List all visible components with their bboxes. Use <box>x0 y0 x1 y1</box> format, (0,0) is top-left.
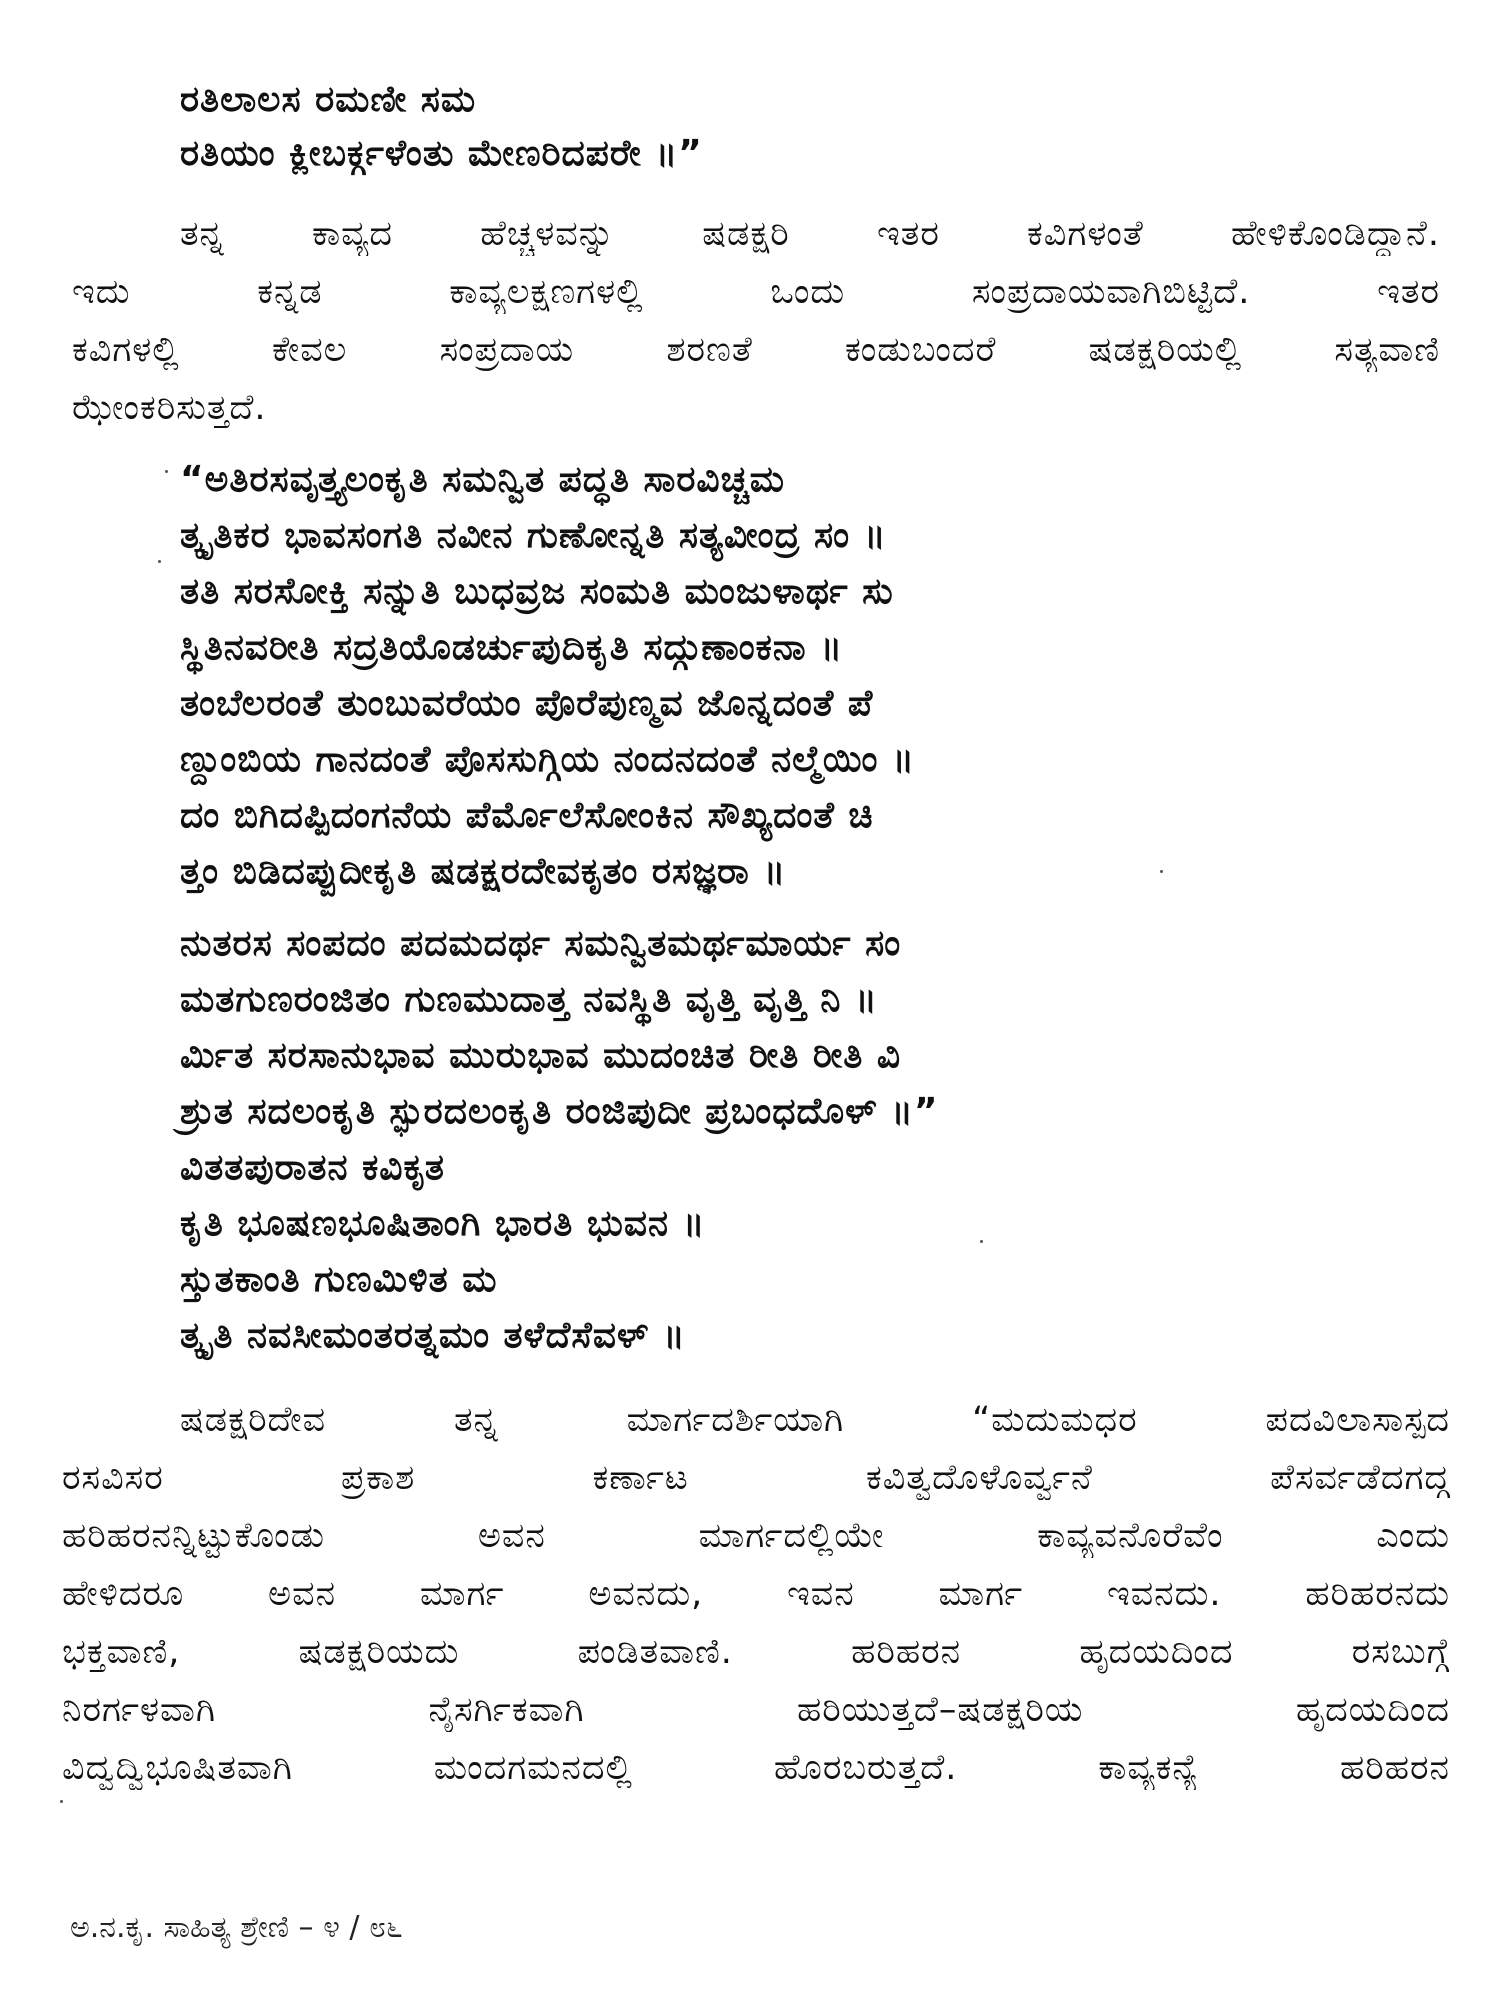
para1-line-1: ತನ್ನ ಕಾವ್ಯದ ಹೆಚ್ಚಳವನ್ನು ಷಡಕ್ಷರಿ ಇತರ ಕವಿಗಳಂತೆ ಹೇಳಿಕೊಂಡಿದ್ದಾನೆ. <box>180 214 1440 254</box>
para2-line-7: ವಿದ್ವದ್ವಿಭೂಷಿತವಾಗಿ ಮಂದಗಮನದಲ್ಲಿ ಹೊರಬರುತ್ತದೆ. ಕಾವ್ಯಕನ್ಯೆ ಹರಿಹರನ <box>62 1748 1450 1788</box>
para1-line-2: ಇದು ಕನ್ನಡ ಕಾವ್ಯಲಕ್ಷಣಗಳಲ್ಲಿ ಒಂದು ಸಂಪ್ರದಾಯವಾಗಿಬಿಟ್ಟಿದೆ. ಇತರ <box>72 272 1440 312</box>
para2-line-3: ಹರಿಹರನನ್ನಿಟ್ಟುಕೊಂಡು ಅವನ ಮಾರ್ಗದಲ್ಲಿಯೇ ಕಾವ್ಯವನೊರೆವೆಂ ಎಂದು <box>62 1516 1450 1556</box>
verse2-line-3: ರ್ಮಿತ ಸರಸಾನುಭಾವ ಮುರುಭಾವ ಮುದಂಚಿತ ರೀತಿ ರೀತಿ ವಿ <box>180 1035 902 1076</box>
scan-speck <box>980 1240 983 1243</box>
verse2-line-2: ಮತಗುಣರಂಜಿತಂ ಗುಣಮುದಾತ್ತ ನವಸ್ಥಿತಿ ವೃತ್ತಿ ವೃತ್ತಿ ನಿ ॥ <box>180 979 878 1020</box>
page-footer: ಅ.ನ.ಕೃ. ಸಾಹಿತ್ಯ ಶ್ರೇಣಿ – ೪ / ೮೬ <box>70 1910 403 1945</box>
scan-speck <box>1160 870 1163 873</box>
verse1-line-1: “ಅತಿರಸವೃತ್ತ್ಯಲಂಕೃತಿ ಸಮನ್ವಿತ ಪದ್ಧತಿ ಸಾರವಿಚ್ಚಮ <box>180 459 786 500</box>
para2-line-6: ನಿರರ್ಗಳವಾಗಿ ನೈಸರ್ಗಿಕವಾಗಿ ಹರಿಯುತ್ತದೆ–ಷಡಕ್ಷರಿಯ ಹೃದಯದಿಂದ <box>62 1690 1450 1730</box>
para1-line-3: ಕವಿಗಳಲ್ಲಿ ಕೇವಲ ಸಂಪ್ರದಾಯ ಶರಣತೆ ಕಂಡುಬಂದರೆ ಷಡಕ್ಷರಿಯಲ್ಲಿ ಸತ್ಯವಾಣಿ <box>72 330 1440 370</box>
verse1-line-8: ತ್ತಂ ಬಿಡಿದಪ್ಪುದೀಕೃತಿ ಷಡಕ್ಷರದೇವಕೃತಂ ರಸಜ್ಞರಾ ॥ <box>180 851 787 892</box>
verse2-line-6: ಕೃತಿ ಭೂಷಣಭೂಷಿತಾಂಗಿ ಭಾರತಿ ಭುವನ ॥ <box>180 1203 706 1244</box>
verse2-line-1: ನುತರಸ ಸಂಪದಂ ಪದಮದರ್ಥ ಸಮನ್ವಿತಮರ್ಥಮಾರ್ಯ ಸಂ <box>180 923 902 964</box>
verse2-line-8: ತ್ಕೃತಿ ನವಸೀಮಂತರತ್ನಮಂ ತಳೆದೆಸೆವಳ್ ॥ <box>180 1315 686 1356</box>
para2-line-4: ಹೇಳಿದರೂ ಅವನ ಮಾರ್ಗ ಅವನದು, ಇವನ ಮಾರ್ಗ ಇವನದು. ಹರಿಹರನದು <box>62 1574 1450 1614</box>
verse2-line-7: ಸ್ತುತಕಾಂತಿ ಗುಣಮಿಳಿತ ಮ <box>180 1259 498 1300</box>
para2-line-2: ರಸವಿಸರ ಪ್ರಕಾಶ ಕರ್ಣಾಟ ಕವಿತ್ವದೊಳೊರ್ವ್ವನೆ ಪೆಸರ್ವಡೆದಗದ್ಗ <box>62 1458 1450 1498</box>
verse2-line-4: ಶ್ರುತ ಸದಲಂಕೃತಿ ಸ್ಫುರದಲಂಕೃತಿ ರಂಜಿಪುದೀ ಪ್ರಬಂಧದೊಳ್ ॥” <box>180 1091 939 1132</box>
para2-line-1: ಷಡಕ್ಷರಿದೇವ ತನ್ನ ಮಾರ್ಗದರ್ಶಿಯಾಗಿ “ಮದುಮಧರ ಪದವಿಲಾಸಾಸ್ಪದ <box>180 1400 1450 1440</box>
verse1-line-4: ಸ್ಥಿತಿನವರೀತಿ ಸದ್ರತಿಯೊಡರ್ಚುಪುದಿಕೃತಿ ಸದ್ಗುಣಾಂಕನಾ ॥ <box>180 627 844 668</box>
verse1-line-7: ದಂ ಬಿಗಿದಪ್ಪಿದಂಗನೆಯ ಪೆರ್ಮೊಲೆಸೋಂಕಿನ ಸೌಖ್ಯದಂತೆ ಚಿ <box>180 795 874 836</box>
para2-line-5: ಭಕ್ತವಾಣಿ, ಷಡಕ್ಷರಿಯದು ಪಂಡಿತವಾಣಿ. ಹರಿಹರನ ಹೃದಯದಿಂದ ರಸಬುಗ್ಗೆ <box>62 1632 1450 1672</box>
verse1-line-5: ತಂಬೆಲರಂತೆ ತುಂಬುವರೆಯಂ ಪೊರೆಪುಣ್ಮವ ಜೊನ್ನದಂತೆ ಪೆ <box>180 683 874 724</box>
para1-line-4: ಝೇಂಕರಿಸುತ್ತದೆ. <box>72 388 267 428</box>
verse1-line-6: ಣ್ದುಂಬಿಯ ಗಾನದಂತೆ ಪೊಸಸುಗ್ಗಿಯ ನಂದನದಂತೆ ನಲ್ಮೆಯಿಂ ॥ <box>180 739 915 780</box>
scan-speck <box>158 560 161 563</box>
scan-speck <box>165 470 168 473</box>
verse2-line-5: ವಿತತಪುರಾತನ ಕವಿಕೃತ <box>180 1147 445 1188</box>
verse-top-line-2: ರತಿಯಂ ಕ್ಲೀಬರ್ಕ್ಗಳೆಂತು ಮೇಣರಿದಪರೇ ॥” <box>180 133 703 174</box>
verse-top-line-1: ರತಿಲಾಲಸ ರಮಣೀ ಸಮ <box>180 79 477 120</box>
verse1-line-3: ತತಿ ಸರಸೋಕ್ತಿ ಸನ್ನುತಿ ಬುಧವ್ರಜ ಸಂಮತಿ ಮಂಜುಳಾರ್ಥ ಸು <box>180 571 894 612</box>
verse1-line-2: ತ್ಕೃತಿಕರ ಭಾವಸಂಗತಿ ನವೀನ ಗುಣೋನ್ನತಿ ಸತ್ಯವೀಂದ್ರ ಸಂ ॥ <box>180 515 887 556</box>
scan-speck <box>60 1800 63 1803</box>
